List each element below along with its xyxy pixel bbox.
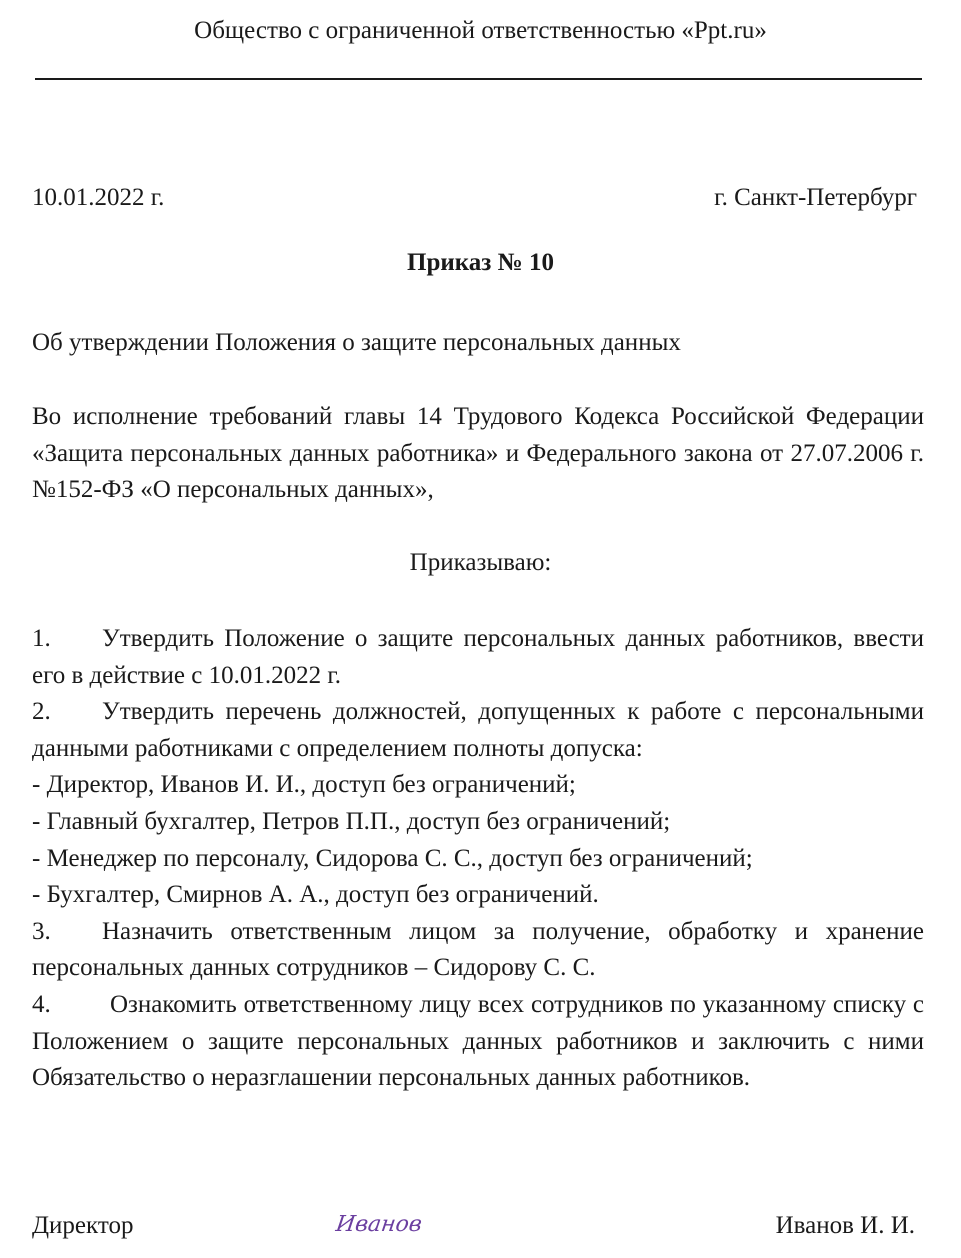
access-list-item: - Бухгалтер, Смирнов А. А., доступ без ограничений.: [32, 881, 599, 909]
signatory-name: Иванов И. И.: [775, 1212, 915, 1239]
header-divider: [35, 78, 922, 80]
order-title: Приказ № 10: [407, 249, 554, 276]
item-number: 4.: [32, 990, 51, 1018]
order-item-1: [32, 621, 924, 694]
handwritten-signature: Иванов: [334, 1212, 424, 1237]
item-number: 1.: [32, 625, 51, 652]
order-city: г. Санкт-Петербург: [714, 184, 917, 211]
signatory-role: Директор: [32, 1212, 134, 1239]
organization-name: Общество с ограниченной ответственностью «Ppt.ru»: [194, 17, 767, 44]
item-text: Ознакомить ответственному лицу всех сотрудников по указанному списку с Положением о защите персональных данных работников и заключить с ними Обязательство о неразглашении персональных данных работников.: [32, 990, 924, 1092]
item-text: Утвердить Положение о защите персональных данных работников, ввести его в действие с 10.01.2022 г.: [32, 625, 924, 689]
order-item-3: [32, 914, 924, 987]
order-item-4: [32, 987, 924, 1097]
order-date: 10.01.2022 г.: [32, 184, 165, 211]
order-items: [32, 621, 924, 1097]
access-list-item: - Главный бухгалтер, Петров П.П., доступ без ограничений;: [32, 807, 671, 835]
item-number: 3.: [32, 917, 51, 945]
order-item-2: [32, 694, 924, 767]
item-text: Назначить ответственным лицом за получение, обработку и хранение персональных данных сотрудников – Сидорову С. С.: [32, 917, 924, 982]
order-subject: Об утверждении Положения о защите персональных данных: [32, 329, 681, 356]
access-list-item: - Директор, Иванов И. И., доступ без ограничений;: [32, 771, 576, 799]
access-list-item: - Менеджер по персоналу, Сидорова С. С., доступ без ограничений;: [32, 844, 753, 872]
order-command: Приказываю:: [409, 549, 552, 576]
item-text: Утвердить перечень должностей, допущенных к работе с персональными данными работниками с определением полноты допуска:: [32, 698, 924, 762]
item-number: 2.: [32, 698, 51, 726]
order-basis: Во исполнение требований главы 14 Трудового Кодекса Российской Федерации «Защита персональных данных работника» и Федерального закона от 27.07.2006 г. №152-ФЗ «О персональных данных»,: [32, 403, 924, 503]
